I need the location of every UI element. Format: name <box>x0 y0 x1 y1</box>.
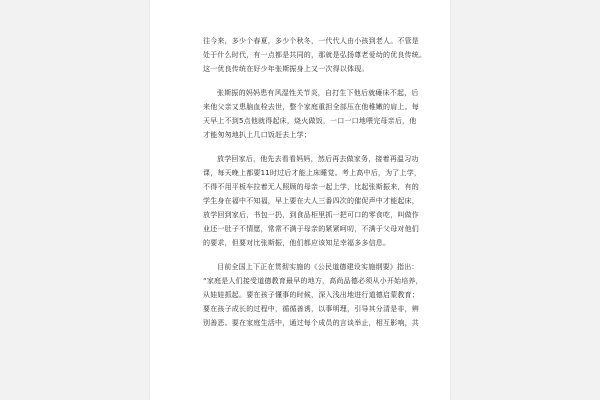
paragraph-4 <box>203 260 423 330</box>
paragraph-3 <box>203 152 422 250</box>
text-line: 学生身在福中不知福，早上要在大人三番四次的催促声中才能起床， <box>203 197 419 205</box>
paragraph-2 <box>203 86 419 142</box>
text-line: 放学回到家后，书包一扔，到食品柜里抓一把可口的零食吃，叫做作 <box>203 211 419 219</box>
text-line: 张斯振的妈妈患有风湿性关节炎，自打生下他后就瘫床不起，后 <box>217 89 419 97</box>
text-line: 的要求，但要对比张斯振，他们都应该知足幸福多多信息。 <box>203 239 391 247</box>
text-line: 放学回家后，他先去看看妈妈，然后再去做家务，接着再温习功 <box>217 155 419 163</box>
text-line: 要在孩子成长的过程中，循循善诱，以事明理，引导其分清是非，辨 <box>203 305 419 313</box>
text-line: “家庭是人们接受道德教育最早的地方，高尚品德必须从小开始培养， <box>203 277 423 285</box>
text-line: 课，每天晚上都要11时过后才能上床睡觉。考上高中后，为了上学， <box>203 169 422 177</box>
text-line: 目前全国上下正在贯彻实施的《公民道德建设实施纲要》指出： <box>217 263 419 271</box>
text-line: 这一优良传统在好少年张斯振身上又一次得以体现。 <box>203 65 369 73</box>
text-line: 往今来，多少个春夏，多少个秋冬，一代代人由小孩到老人。不管是 <box>203 37 419 45</box>
text-line: 业还一肚子不情愿，常常不满于母亲的紧紧呵叨，不满于父母对他们 <box>203 225 419 233</box>
text-line: 天早上不到5点他就得起床，烧火做饭，一口一口地喂完母亲后，他 <box>203 117 417 125</box>
text-line: 别善恶。要在家庭生活中，通过每个成员的言谈举止，相互影响，共 <box>203 319 419 327</box>
text-line: 从娃娃抓起。要在孩子懂事的时候，深入浅出地进行道德启蒙教育； <box>203 291 419 299</box>
text-line: 不得不用平板车拉着无人照顾的母亲一起上学，比起张斯振来，有的 <box>203 183 419 191</box>
document-body <box>203 34 427 340</box>
text-line: 处于什么时代，有一点都是共同的，那就是弘扬尊老爱幼的优良传统。 <box>203 51 427 59</box>
text-line: 才能匆匆地扒上几口饭赶去上学； <box>203 131 311 139</box>
text-line: 来他父亲又患脑血栓去世，整个家庭重担全部压在他稚嫩的肩上。每 <box>203 103 419 111</box>
paragraph-1 <box>203 34 427 76</box>
document-page <box>150 0 450 400</box>
